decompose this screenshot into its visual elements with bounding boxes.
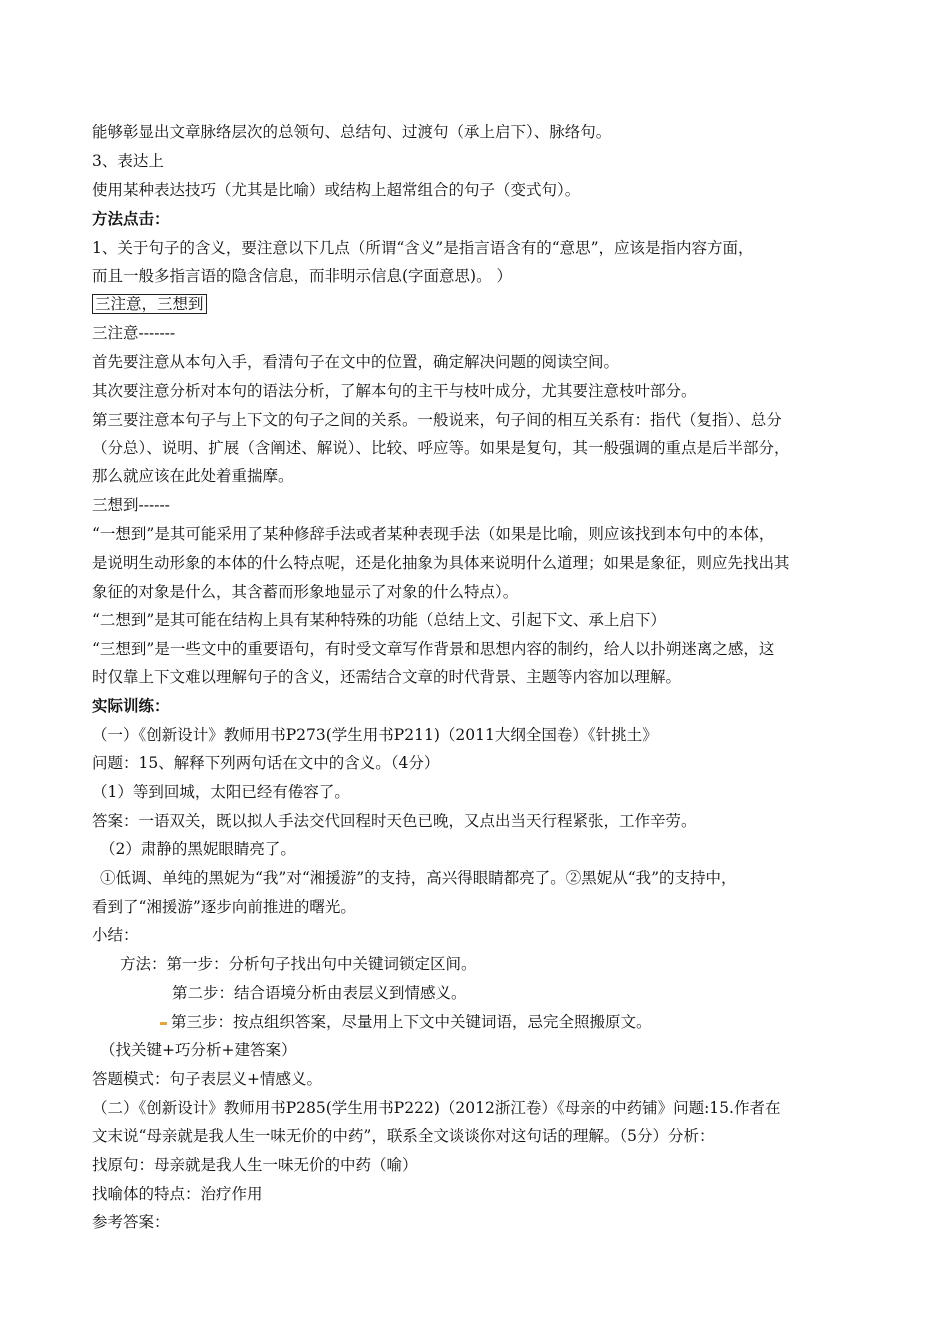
boxed-heading [92,294,207,314]
text-line: 而且一般多指言语的隐含信息，而非明示信息(字面意思)。 ） [92,267,513,285]
text-line: （一）《创新设计》教师用书P273(学生用书P211)（2011大纲全国卷）《针挑土》 [92,726,658,744]
section-heading: 方法点击： [92,209,170,228]
text-line: （1）等到回城，太阳已经有倦容了。 [92,783,350,801]
text-line: 象征的对象是什么，其含蓄而形象地显示了对象的什么特点）。 [92,583,519,601]
text-line: 3、表达上 [92,152,164,170]
text-line: 使用某种表达技巧（尤其是比喻）或结构上超常组合的句子（变式句）。 [92,181,581,199]
text-line: （找关键+巧分析+建答案） [100,1041,297,1059]
text-line: 三想到------ [92,496,170,514]
text-line: 看到了“湘援游”逐步向前推进的曙光。 [92,898,356,916]
text-line: 答题模式：句子表层义+情感义。 [92,1070,322,1088]
text-line: “二想到”是其可能在结构上具有某种特殊的功能（总结上文、引起下文、承上启下） [92,611,666,629]
text-line: “一想到”是其可能采用了某种修辞手法或者某种表现手法（如果是比喻，则应该找到本句中的本体， [92,525,775,543]
text-line: 找原句：母亲就是我人生一味无价的中药（喻） [92,1156,418,1174]
text-line: “三想到”是一些文中的重要语句，有时受文章写作背景和思想内容的制约，给人以扑朔迷离之感，这 [92,640,775,658]
text-line: 参考答案： [92,1213,170,1231]
text-line: 时仅靠上下文难以理解句子的含义，还需结合文章的时代背景、主题等内容加以理解。 [92,668,682,686]
text-line: 问题：15、解释下列两句话在文中的含义。（4分） [92,754,440,772]
text-line: 1、关于句子的含义，要注意以下几点（所谓“含义”是指言语含有的“意思”，应该是指内容方面， [92,239,754,257]
text-line [160,1012,652,1032]
text-line: 文末说“母亲就是我人生一味无价的中药”，联系全文谈谈你对这句话的理解。（5分）分析： [92,1127,715,1145]
text-line: （2）肃静的黑妮眼睛亮了。 [100,840,296,858]
text-line: 第三要注意本句子与上下文的句子之间的关系。一般说来，句子间的相互关系有：指代（复指）、总分 [92,411,782,429]
text-line: 方法：第一步：分析句子找出句中关键词锁定区间。 [120,955,477,973]
text-line: 其次要注意分析对本句的语法分析，了解本句的主干与枝叶成分，尤其要注意枝叶部分。 [92,382,697,400]
marker-icon [160,1022,167,1025]
text-line: 小结： [92,926,139,944]
text-line: 首先要注意从本句入手，看清句子在文中的位置，确定解决问题的阅读空间。 [92,353,620,371]
text-line: 第二步：结合语境分析由表层义到情感义。 [172,984,467,1002]
boxed-heading-text: 三注意，三想到 [92,294,207,314]
text-line: 三注意------- [92,324,176,342]
text-line: （二）《创新设计》教师用书P285(学生用书P222)（2012浙江卷）《母亲的中药铺》问题:15.作者在 [92,1099,781,1117]
text-line: 是说明生动形象的本体的什么特点呢，还是化抽象为具体来说明什么道理；如果是象征，则应先找出其 [92,554,790,572]
text-line: 能够彰显出文章脉络层次的总领句、总结句、过渡句（承上启下）、脉络句。 [92,123,612,141]
text-line: 找喻体的特点：治疗作用 [92,1185,263,1203]
text-line: （分总）、说明、扩展（含阐述、解说）、比较、呼应等。如果是复句，其一般强调的重点是后半部分， [92,439,790,457]
text-line: 那么就应该在此处着重揣摩。 [92,467,294,485]
text-line-content: 第三步：按点组织答案，尽量用上下文中关键词语，忌完全照搬原文。 [171,1013,652,1031]
section-heading: 实际训练： [92,696,170,715]
text-line: 答案：一语双关，既以拟人手法交代回程时天色已晚，又点出当天行程紧张，工作辛劳。 [92,812,697,830]
text-line: ①低调、单纯的黑妮为“我”对“湘援游”的支持，高兴得眼睛都亮了。②黑妮从“我”的支持中， [100,869,737,887]
